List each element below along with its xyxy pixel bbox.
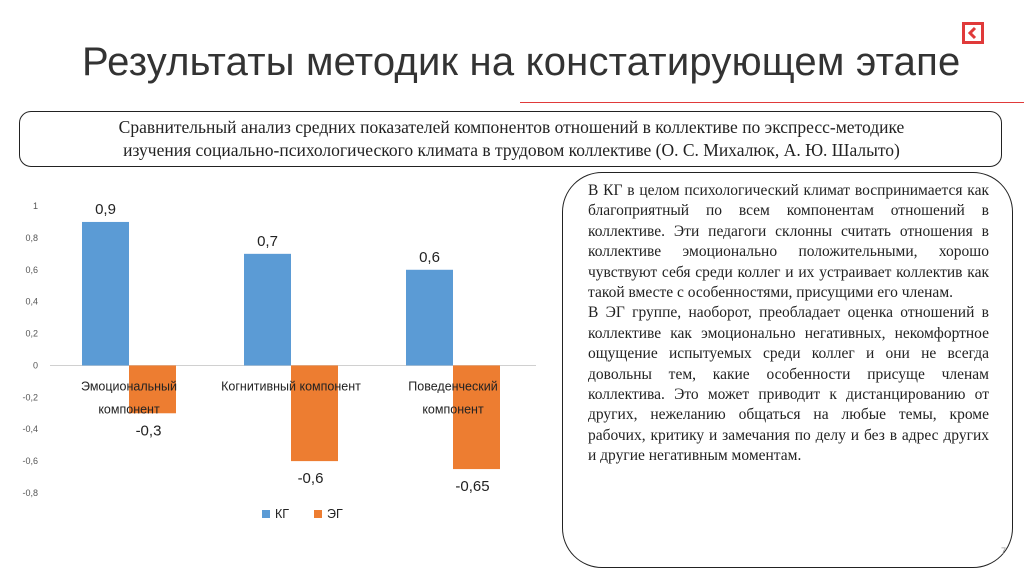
back-arrow-icon[interactable] xyxy=(962,22,984,44)
y-tick-label: 0 xyxy=(32,360,38,371)
slide-title: Результаты методик на констатирующем этапе xyxy=(82,40,961,84)
data-label: -0,6 xyxy=(297,470,324,488)
legend-swatch-ЭГ xyxy=(314,510,322,518)
bar-КГ-3 xyxy=(406,270,453,366)
category-label: Когнитивный компонент xyxy=(221,379,361,394)
subtitle-line-2: изучения социально-психологического климата в трудовом коллективе (О. С. Михалюк, А. Ю. Шалыто) xyxy=(123,140,900,160)
category-label: компонент xyxy=(422,402,484,417)
bar-КГ-2 xyxy=(244,254,291,366)
category-label: компонент xyxy=(98,402,160,417)
legend-label: КГ xyxy=(275,507,290,521)
subtitle xyxy=(20,116,1003,162)
legend-label: ЭГ xyxy=(327,507,343,521)
y-tick-label: 0,6 xyxy=(25,264,38,275)
paragraph-eg: В ЭГ группе, наоборот, преобладает оценка отношений в коллективе как эмоционально негативных, некомфортное ощущение испытуемых среди коллег и они не всегда довольны тем, какие особенности присуще членам коллектива. Это может приводит к дистанцированию от других, нежеланию общаться на любые темы, кроме рабочих, критику и замечания по делу и без в адрес других и другие негативным моментам. xyxy=(588,304,989,465)
data-label: 0,7 xyxy=(257,232,278,250)
subtitle-box xyxy=(19,111,1002,167)
y-tick-label: -0,4 xyxy=(22,424,38,435)
data-label: -0,3 xyxy=(135,422,162,440)
legend-swatch-КГ xyxy=(262,510,270,518)
title-divider xyxy=(520,102,1024,103)
bar-КГ-1 xyxy=(82,222,129,366)
paragraph-kg: В КГ в целом психологический климат воспринимается как благоприятный по всем компонентам отношений в коллективе. Эти педагоги склонны считать отношения в коллективе эмоционально положительными, хорошо чувствуют себя среди коллег и их устраивает коллектив как такой вместе с особенностями, присущими его членам. xyxy=(588,182,989,302)
y-tick-label: -0,2 xyxy=(22,392,38,403)
category-label: Эмоциональный xyxy=(80,379,178,394)
category-label: Поведенческий xyxy=(408,379,498,394)
data-label: 0,9 xyxy=(95,200,116,218)
y-tick-label: 0,8 xyxy=(25,232,38,243)
data-label: 0,6 xyxy=(419,248,440,266)
page-number: 7 xyxy=(1001,546,1007,556)
y-tick-label: 0,4 xyxy=(25,296,38,307)
conclusion-text xyxy=(588,181,989,467)
y-tick-label: -0,6 xyxy=(22,456,38,467)
y-tick-label: 0,2 xyxy=(25,328,38,339)
bar-chart xyxy=(0,190,560,550)
y-tick-label: -0,8 xyxy=(22,488,38,498)
y-tick-label: 1 xyxy=(32,201,38,211)
subtitle-line-1: Сравнительный анализ средних показателей компонентов отношений в коллективе по экспресс-методике xyxy=(118,117,905,137)
data-label: -0,65 xyxy=(455,478,490,496)
